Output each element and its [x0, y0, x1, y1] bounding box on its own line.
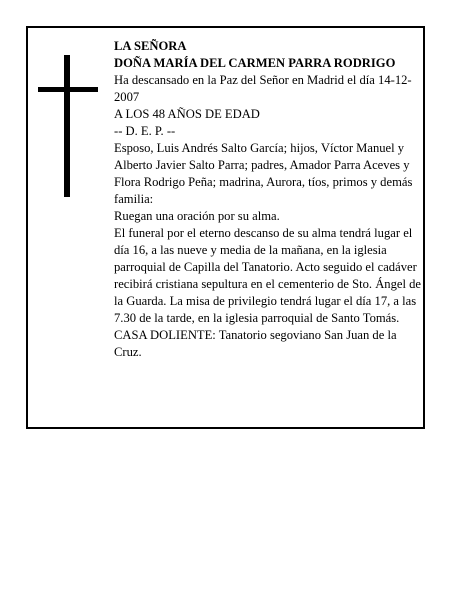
prayer-line: Ruegan una oración por su alma.: [114, 209, 280, 223]
obituary-text: [114, 38, 422, 361]
family-line: Esposo, Luis Andrés Salto García; hijos, Víctor Manuel y Alberto Javier Salto Parra; padres, Amador Parra Aceves y Flora Rodrigo Peña; madrina, Aurora, tíos, primos y demás familia:: [114, 141, 413, 206]
cross-vertical-bar: [64, 55, 70, 197]
obituary-heading: LA SEÑORA: [114, 39, 187, 53]
rip-line: -- D. E. P. --: [114, 124, 176, 138]
cross-horizontal-bar: [38, 87, 98, 92]
funeral-paragraph: El funeral por el eterno descanso de su alma tendrá lugar el día 16, a las nueve y media de la mañana, en la iglesia parroquial de Capilla del Tanatorio. Acto seguido el cadáver recibirá cristiana sepultura en el cementerio de Sto. Ángel de la Guarda. La misa de privilegio tendrá lugar el día 17, a las 7.30 de la tarde, en la iglesia parroquial de Santo Tomás.: [114, 226, 422, 325]
deceased-name: DOÑA MARÍA DEL CARMEN PARRA RODRIGO: [114, 56, 396, 70]
age-line: A LOS 48 AÑOS DE EDAD: [114, 107, 260, 121]
death-line: Ha descansado en la Paz del Señor en Madrid el día 14-12-2007: [114, 73, 412, 104]
casa-doliente: CASA DOLIENTE: Tanatorio segoviano San Juan de la Cruz.: [114, 328, 397, 359]
cross-icon: [38, 55, 98, 197]
